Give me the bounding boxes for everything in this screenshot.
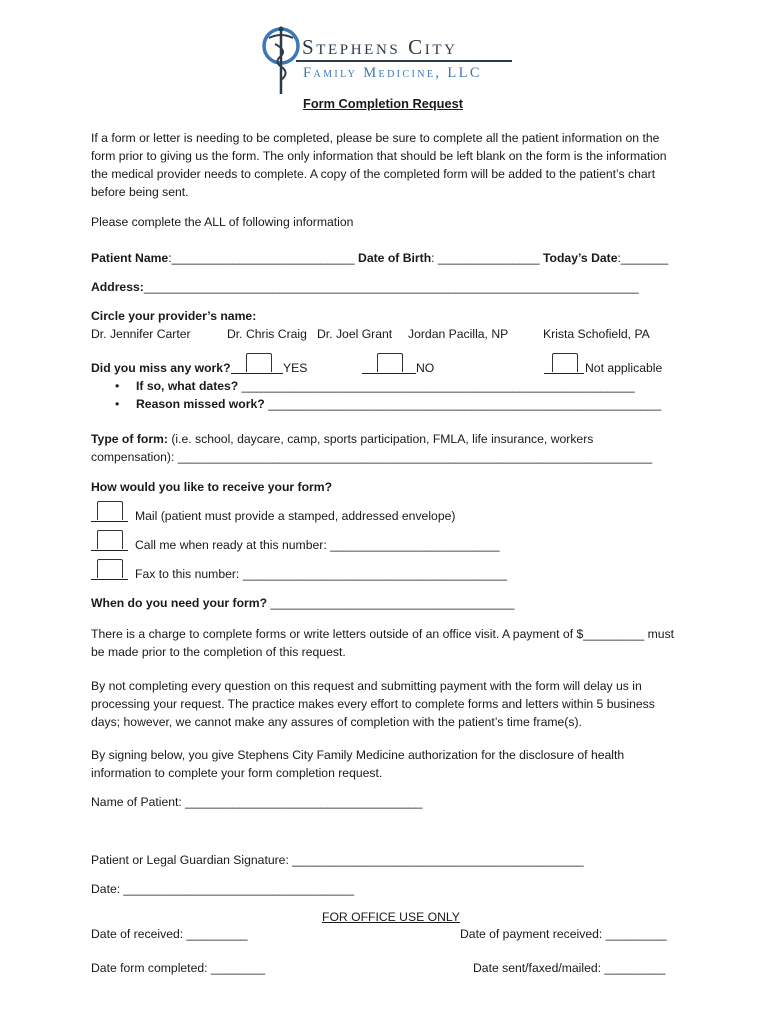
today-date-label: Today’s Date [542, 251, 618, 265]
missed-dates-row [136, 379, 635, 393]
type-of-form-field[interactable]: ______________________________________________________________________ [177, 450, 653, 464]
today-date-field[interactable]: :_______ [617, 251, 669, 265]
address-label: Address: [91, 280, 144, 294]
receive-call-checkbox[interactable] [91, 532, 128, 551]
signature-date-row [91, 882, 354, 896]
missed-work-question: Did you miss any work? [91, 361, 231, 375]
fax-number-field[interactable]: _______________________________________ [242, 567, 508, 581]
provider-label: Circle your provider’s name: [91, 309, 257, 323]
charge-paragraph: There is a charge to complete forms or write letters outside of an office visit. A payment of $_________ must be made prior to the completion of this request. [91, 627, 675, 659]
phone-number-field[interactable]: _________________________ [330, 538, 500, 552]
receive-call-label: Call me when ready at this number: [135, 538, 331, 552]
bullet-icon: • [115, 397, 120, 411]
date-sent-field[interactable]: Date sent/faxed/mailed: _________ [473, 961, 666, 975]
when-needed-label: When do you need your form? [91, 596, 268, 610]
type-of-form-row-2 [91, 450, 652, 464]
intro-paragraph: If a form or letter is needing to be completed, please be sure to complete all the patient information on the form prior to giving us the form. The only information that should be left blank on the form is the information the medical provider needs to complete. A copy of the completed form will be added to the patient’s chart before being sent. [91, 131, 667, 199]
patient-name-signature-row [91, 795, 422, 809]
dob-label: Date of Birth [358, 251, 432, 265]
missed-work-yes-label: YES [283, 361, 308, 375]
date-received-field[interactable]: Date of received: _________ [91, 927, 248, 941]
missed-dates-field[interactable]: __________________________________________________________ [241, 379, 635, 393]
name-of-patient-field[interactable]: ___________________________________ [181, 795, 423, 809]
signature-label: Patient or Legal Guardian Signature: [91, 853, 289, 867]
missed-work-na-label: Not applicable [585, 361, 663, 375]
date-payment-received-field[interactable]: Date of payment received: _________ [460, 927, 667, 941]
office-use-heading: FOR OFFICE USE ONLY [322, 910, 460, 924]
signature-field[interactable]: ___________________________________________ [288, 853, 584, 867]
patient-info-row [91, 251, 668, 265]
logo-name: Stephens City [302, 35, 458, 59]
receive-fax-row [135, 567, 507, 581]
type-of-form-label: Type of form: [91, 432, 168, 446]
receive-mail-checkbox[interactable] [91, 503, 128, 522]
missed-work-yes-checkbox[interactable] [231, 355, 283, 374]
receive-question: How would you like to receive your form? [91, 480, 333, 494]
missed-reason-label: Reason missed work? [136, 397, 265, 411]
missed-dates-label: If so, what dates? [136, 379, 239, 393]
patient-name-label: Patient Name [91, 251, 169, 265]
receive-mail-label: Mail (patient must provide a stamped, addressed envelope) [135, 509, 456, 523]
receive-call-row [135, 538, 500, 552]
type-of-form-hint-2: compensation): [91, 450, 175, 464]
signature-date-field[interactable]: __________________________________ [120, 882, 354, 896]
address-row [91, 280, 639, 294]
logo-divider [296, 60, 512, 62]
receive-fax-label: Fax to this number: [135, 567, 243, 581]
missed-reason-row [136, 397, 661, 411]
page-title: Form Completion Request [303, 96, 463, 111]
instruction-text: Please complete the ALL of following information [91, 215, 354, 229]
patient-name-field[interactable]: :___________________________ [168, 251, 355, 265]
provider-option[interactable]: Dr. Jennifer Carter [91, 327, 191, 341]
signature-row [91, 853, 584, 867]
missed-reason-field[interactable]: __________________________________________________________ [268, 397, 662, 411]
dob-field[interactable]: : _______________ [431, 251, 540, 265]
provider-option[interactable]: Dr. Chris Craig [227, 327, 307, 341]
logo-subname: Family Medicine, LLC [303, 65, 482, 81]
address-field[interactable]: _________________________________________________________________________ [143, 280, 639, 294]
signature-date-label: Date: [91, 882, 121, 896]
date-completed-field[interactable]: Date form completed: ________ [91, 961, 266, 975]
missed-work-na-checkbox[interactable] [544, 355, 584, 374]
name-of-patient-label: Name of Patient: [91, 795, 182, 809]
missed-work-no-checkbox[interactable] [362, 355, 416, 374]
type-of-form-hint: (i.e. school, daycare, camp, sports participation, FMLA, life insurance, workers [171, 432, 594, 446]
delay-paragraph: By not completing every question on this request and submitting payment with the form will delay us in processing your request. The practice makes every effort to complete forms and letters within 5 business days; however, we cannot make any assures of completion with the patient’s time frame(s). [91, 679, 655, 729]
provider-option[interactable]: Jordan Pacilla, NP [408, 327, 509, 341]
when-needed-field[interactable]: ____________________________________ [267, 596, 515, 610]
bullet-icon: • [115, 379, 120, 393]
authorization-paragraph: By signing below, you give Stephens City Family Medicine authorization for the disclosure of health information to complete your form completion request. [91, 748, 625, 780]
when-needed-row [91, 596, 514, 610]
receive-fax-checkbox[interactable] [91, 561, 128, 580]
missed-work-no-label: NO [416, 361, 435, 375]
provider-option[interactable]: Dr. Joel Grant [317, 327, 393, 341]
type-of-form-row [91, 432, 593, 446]
provider-option[interactable]: Krista Schofield, PA [543, 327, 650, 341]
